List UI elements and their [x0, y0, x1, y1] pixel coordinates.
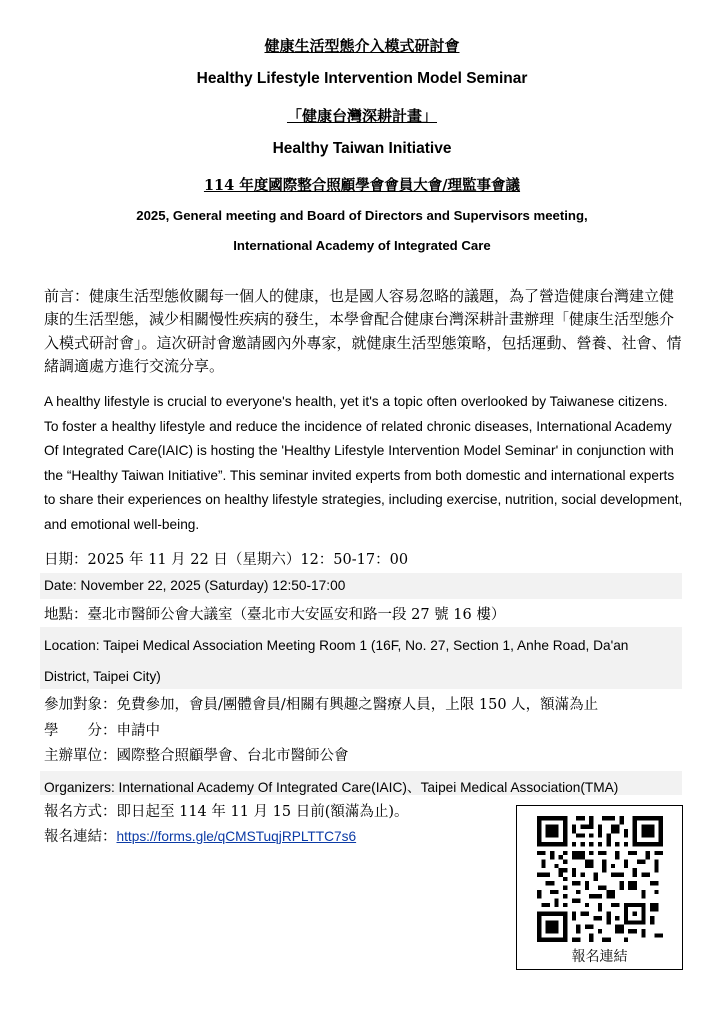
en-seminar-title: Healthy Lifestyle Intervention Model Seminar: [196, 70, 528, 87]
intro-zh-paragraph: 前言：健康生活型態攸關每一個人的健康，也是國人容易忽略的議題，為了營造健康台灣建立健康的生活型態，減少相關慢性疾病的發生，本學會配合健康台灣深耕計畫辦理「健康生活型態介入模式研討會」。這次研討會邀請國內外專家，就健康生活型態策略，包括運動、營養、社會、情緒調適處方進行交流分享。: [44, 287, 682, 375]
qr-code-box: [516, 805, 683, 970]
date-en: Date: November 22, 2025 (Saturday) 12:50-17:00: [44, 578, 346, 593]
location-en-line1: Location: Taipei Medical Association Meeting Room 1 (16F, No. 27, Section 1, Anhe Road, Da'an: [44, 638, 629, 653]
location-en-line2: District, Taipei City): [44, 669, 161, 684]
registration-link-row: [44, 825, 356, 846]
zh-meeting-title: 114 年度國際整合照顧學會會員大會/理監事會議: [203, 177, 521, 194]
organizers-en: Organizers: International Academy Of Integrated Care(IAIC)、Taipei Medical Association(TMA): [44, 780, 619, 795]
organizers-zh: 主辦單位：國際整合照顧學會、台北市醫師公會: [44, 748, 349, 764]
en-meeting-title-line1: 2025, General meeting and Board of Directors and Supervisors meeting,: [136, 208, 588, 223]
zh-seminar-title: 健康生活型態介入模式研討會: [264, 37, 460, 55]
location-zh: 地點：臺北市醫師公會大議室（臺北市大安區安和路一段 27 號 16 樓）: [44, 607, 506, 623]
en-meeting-title-line2: International Academy of Integrated Care: [233, 238, 491, 253]
intro-en-paragraph: A healthy lifestyle is crucial to everyone's health, yet it's a topic often overlooked by Taiwanese citizens. To foster a healthy lifestyle and reduce the incidence of related chronic diseases, International Academy Of Integrated Care(IAIC) is hosting the 'Healthy Lifestyle Intervention Model Seminar' in conjunction with the “Healthy Taiwan Initiative”. This seminar invited experts from both domestic and international experts to share their experiences on healthy lifestyle strategies, including exercise, nutrition, social development, and emotional well-being.: [44, 394, 683, 532]
registration-link-label: 報名連結：: [44, 829, 117, 845]
qr-code-image[interactable]: [537, 816, 663, 942]
qr-caption: 報名連結: [571, 949, 628, 965]
credits-zh: 學 分：申請中: [44, 723, 160, 739]
participants-zh: 參加對象：免費參加，會員/團體會員/相關有興趣之醫療人員，上限 150 人，額滿為止: [44, 697, 599, 713]
zh-initiative-title: 「健康台灣深耕計畫」: [286, 107, 437, 125]
en-initiative-title: Healthy Taiwan Initiative: [272, 140, 452, 157]
date-zh: 日期：2025 年 11 月 22 日（星期六）12：50-17：00: [44, 552, 409, 568]
registration-link[interactable]: https://forms.gle/qCMSTuqjRPLTTC7s6: [116, 829, 357, 844]
registration-zh: 報名方式：即日起至 114 年 11 月 15 日前(額滿為止)。: [44, 804, 409, 820]
